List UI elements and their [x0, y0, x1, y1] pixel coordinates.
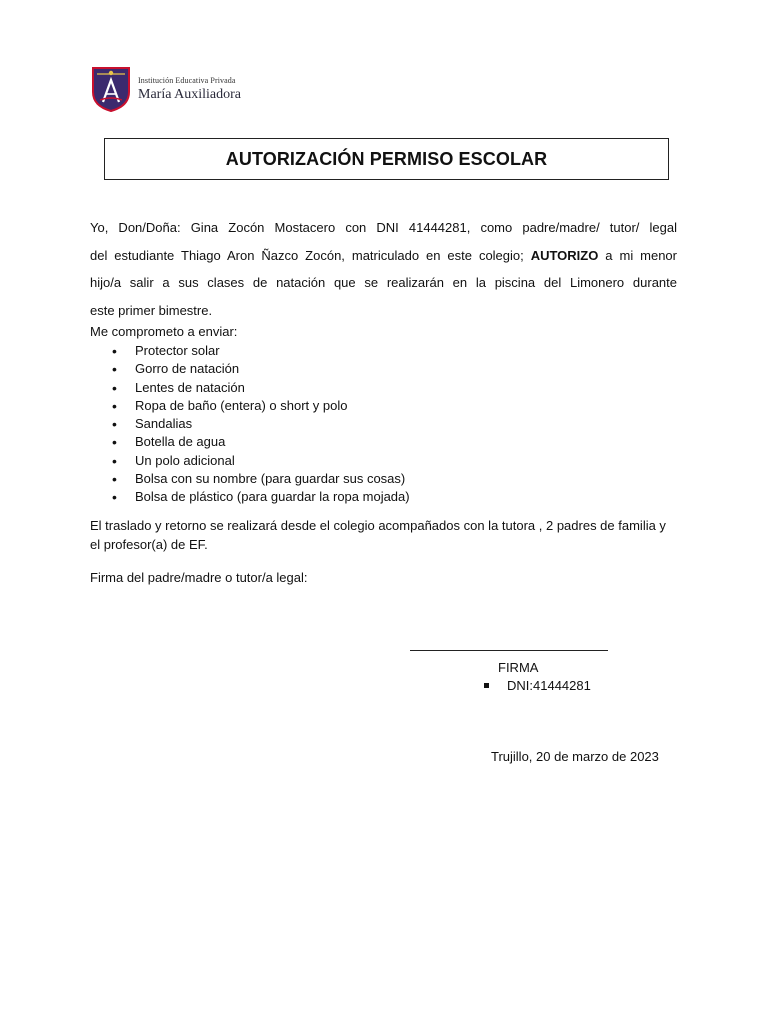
list-item: • Gorro de natación: [112, 360, 410, 378]
list-item: • Ropa de baño (entera) o short y polo: [112, 397, 410, 415]
document-title: AUTORIZACIÓN PERMISO ESCOLAR: [225, 148, 548, 169]
list-item: • Lentes de natación: [112, 379, 410, 397]
intro-line: este primer bimestre.: [90, 302, 213, 318]
firma-label: FIRMA: [498, 660, 539, 675]
intro-line: Yo, Don/Doña: Gina Zocón Mostacero con DNI 41444281, como padre/madre/ tutor/ legal: [90, 220, 677, 235]
dni-row: [484, 678, 591, 693]
title-box: [104, 138, 669, 180]
items-list: [112, 342, 410, 507]
list-item: • Protector solar: [112, 342, 410, 360]
date-location: Trujillo, 20 de marzo de 2023: [491, 749, 659, 764]
dni-value: DNI:41444281: [507, 678, 591, 693]
list-item: • Un polo adicional: [112, 452, 410, 470]
list-item: • Bolsa con su nombre (para guardar sus cosas): [112, 470, 410, 488]
school-logo: [91, 66, 241, 112]
logo-subtitle: Institución Educativa Privada: [138, 75, 236, 85]
school-crest-icon: [91, 66, 131, 112]
commit-label: Me comprometo a enviar:: [90, 324, 238, 339]
list-item: • Botella de agua: [112, 433, 410, 451]
autorizo-bold: AUTORIZO: [530, 247, 599, 263]
square-bullet-icon: [484, 683, 489, 688]
list-item: • Bolsa de plástico (para guardar la ropa mojada): [112, 488, 410, 506]
authorization-paragraph: [90, 214, 677, 324]
intro-line: hijo/a salir a sus clases de natación que se realizarán en la piscina del Limonero durante: [90, 275, 677, 290]
list-item: • Sandalias: [112, 415, 410, 433]
signature-label: Firma del padre/madre o tutor/a legal:: [90, 570, 308, 585]
transport-paragraph: El traslado y retorno se realizará desde el colegio acompañados con la tutora , 2 padres de familia y el profesor(a) de EF.: [90, 518, 666, 552]
intro-line: del estudiante Thiago Aron Ñazco Zocón, matriculado en este colegio; AUTORIZO a mi menor: [90, 247, 677, 263]
signature-line: [410, 650, 608, 651]
logo-school-name: María Auxiliadora: [138, 86, 242, 102]
